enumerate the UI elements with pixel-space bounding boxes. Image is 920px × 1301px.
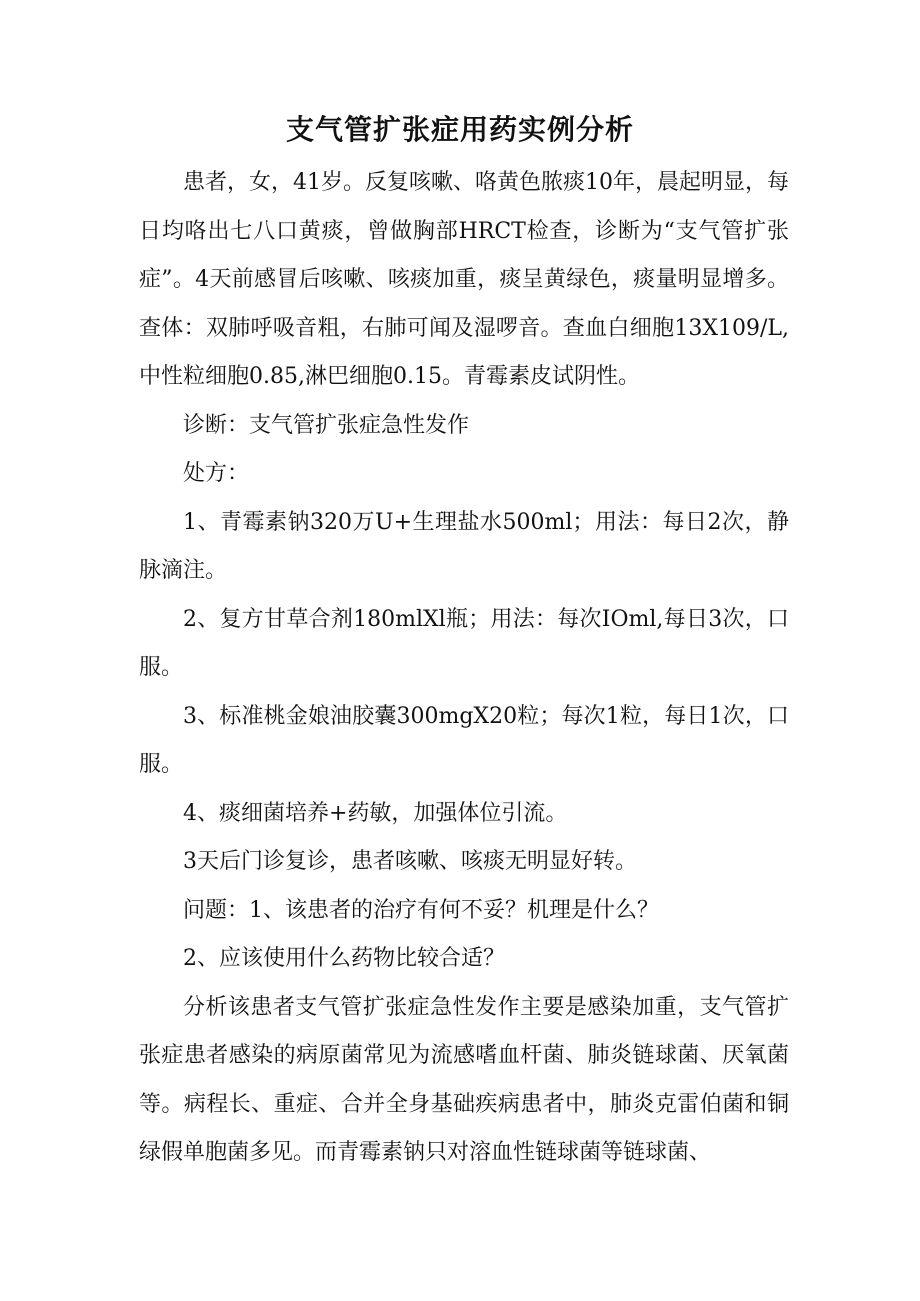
analysis-paragraph: 分析该患者支气管扩张症急性发作主要是感染加重，支气管扩张症患者感染的病原菌常见为流感嗜血杆菌、肺炎链球菌、厌氧菌等。病程长、重症、合并全身基础疾病患者中，肺炎克雷伯菌和铜绿假单胞菌多见。而青霉素钠只对溶血性链球菌等链球菌、	[139, 994, 789, 1165]
question-1-paragraph: 问题：1、该患者的治疗有何不妥？机理是什么？	[183, 897, 659, 923]
prescription-item-4: 4、痰细菌培养+药敏，加强体位引流。	[183, 800, 568, 826]
prescription-item-3: 3、标准桃金娘油胶囊300mgX20粒；每次1粒，每日1次，口服。	[139, 703, 789, 777]
prescription-heading: 处方：	[183, 461, 250, 486]
prescription-item-1: 1、青霉素钠320万U+生理盐水500ml；用法：每日2次，静脉滴注。	[139, 509, 789, 583]
document-body	[139, 159, 789, 1178]
document-title: 支气管扩张症用药实例分析	[285, 113, 634, 146]
prescription-item-2: 2、复方甘草合剂180mlXl瓶；用法：每次IOml,每日3次，口服。	[139, 606, 789, 680]
follow-up-paragraph: 3天后门诊复诊，患者咳嗽、咳痰无明显好转。	[183, 849, 637, 874]
case-description-paragraph: 患者，女，41岁。反复咳嗽、咯黄色脓痰10年，晨起明显，每日均咯出七八口黄痰，曾做胸部HRCT检查，诊断为“支气管扩张症”。4天前感冒后咳嗽、咳痰加重，痰呈黄绿色，痰量明显增多。查体：双肺呼吸音粗，右肺可闻及湿啰音。查血白细胞13X109/L,中性粒细胞0.85,淋巴细胞0.15。青霉素皮试阴性。	[139, 170, 789, 389]
question-2-paragraph: 2、应该使用什么药物比较合适？	[183, 946, 505, 971]
diagnosis-paragraph: 诊断：支气管扩张症急性发作	[183, 412, 470, 438]
